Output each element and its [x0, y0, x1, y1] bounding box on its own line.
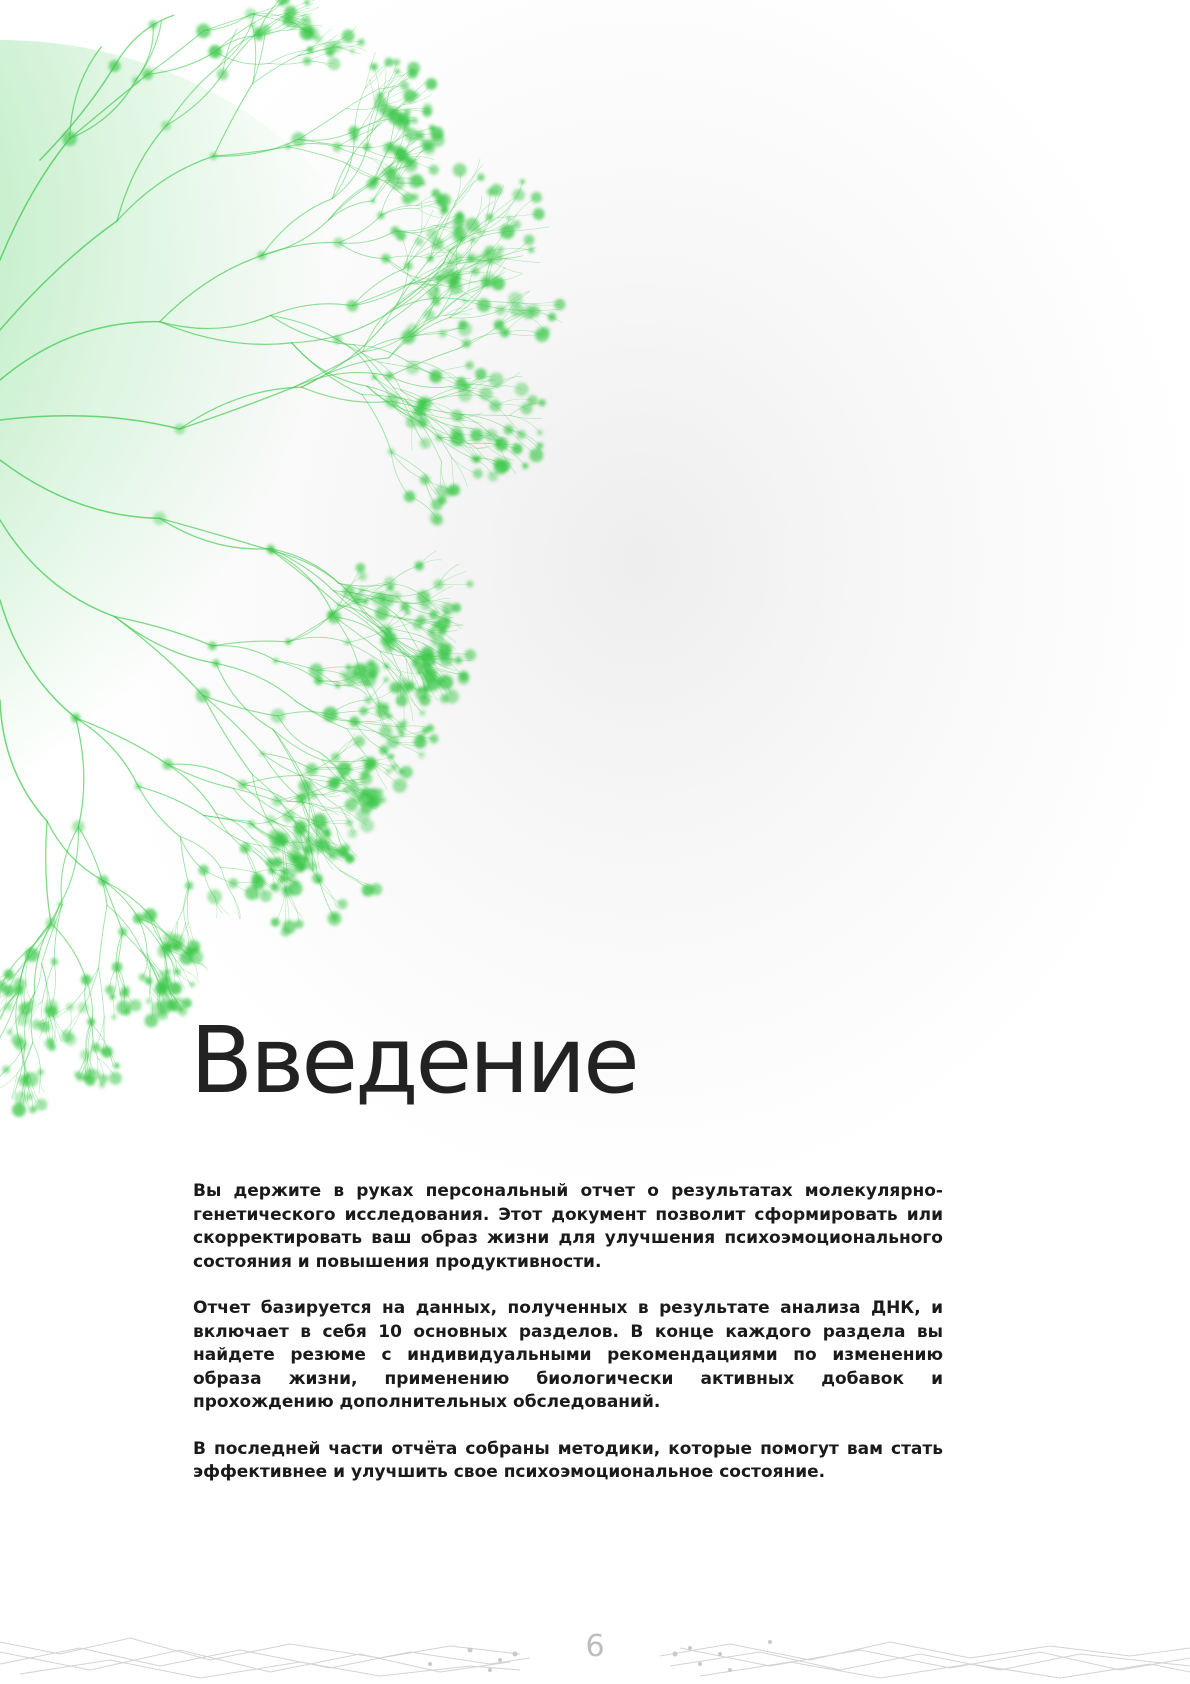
intro-text — [193, 1180, 943, 1508]
intro-paragraph: Вы держите в руках персональный отчет о результатах молекулярно-генетического исследования. Этот документ позволит сформировать или скорректировать ваш образ жизни для улучшения психоэмоционального состояния и повышения продуктивности. — [193, 1181, 943, 1272]
intro-paragraph: Отчет базируется на данных, полученных в результате анализа ДНК, и включает в себя 10 основных разделов. В конце каждого раздела вы найдете резюме с индивидуальными рекомендациями по изменению образа жизни, применению биологически активных добавок и прохождению дополнительных обследований. — [193, 1298, 943, 1412]
page-title: Введение — [190, 1007, 637, 1114]
page-number: 6 — [585, 1629, 605, 1664]
intro-paragraph: В последней части отчёта собраны методики, которые помогут вам стать эффективнее и улучшить свое психоэмоциональное состояние. — [193, 1438, 943, 1482]
